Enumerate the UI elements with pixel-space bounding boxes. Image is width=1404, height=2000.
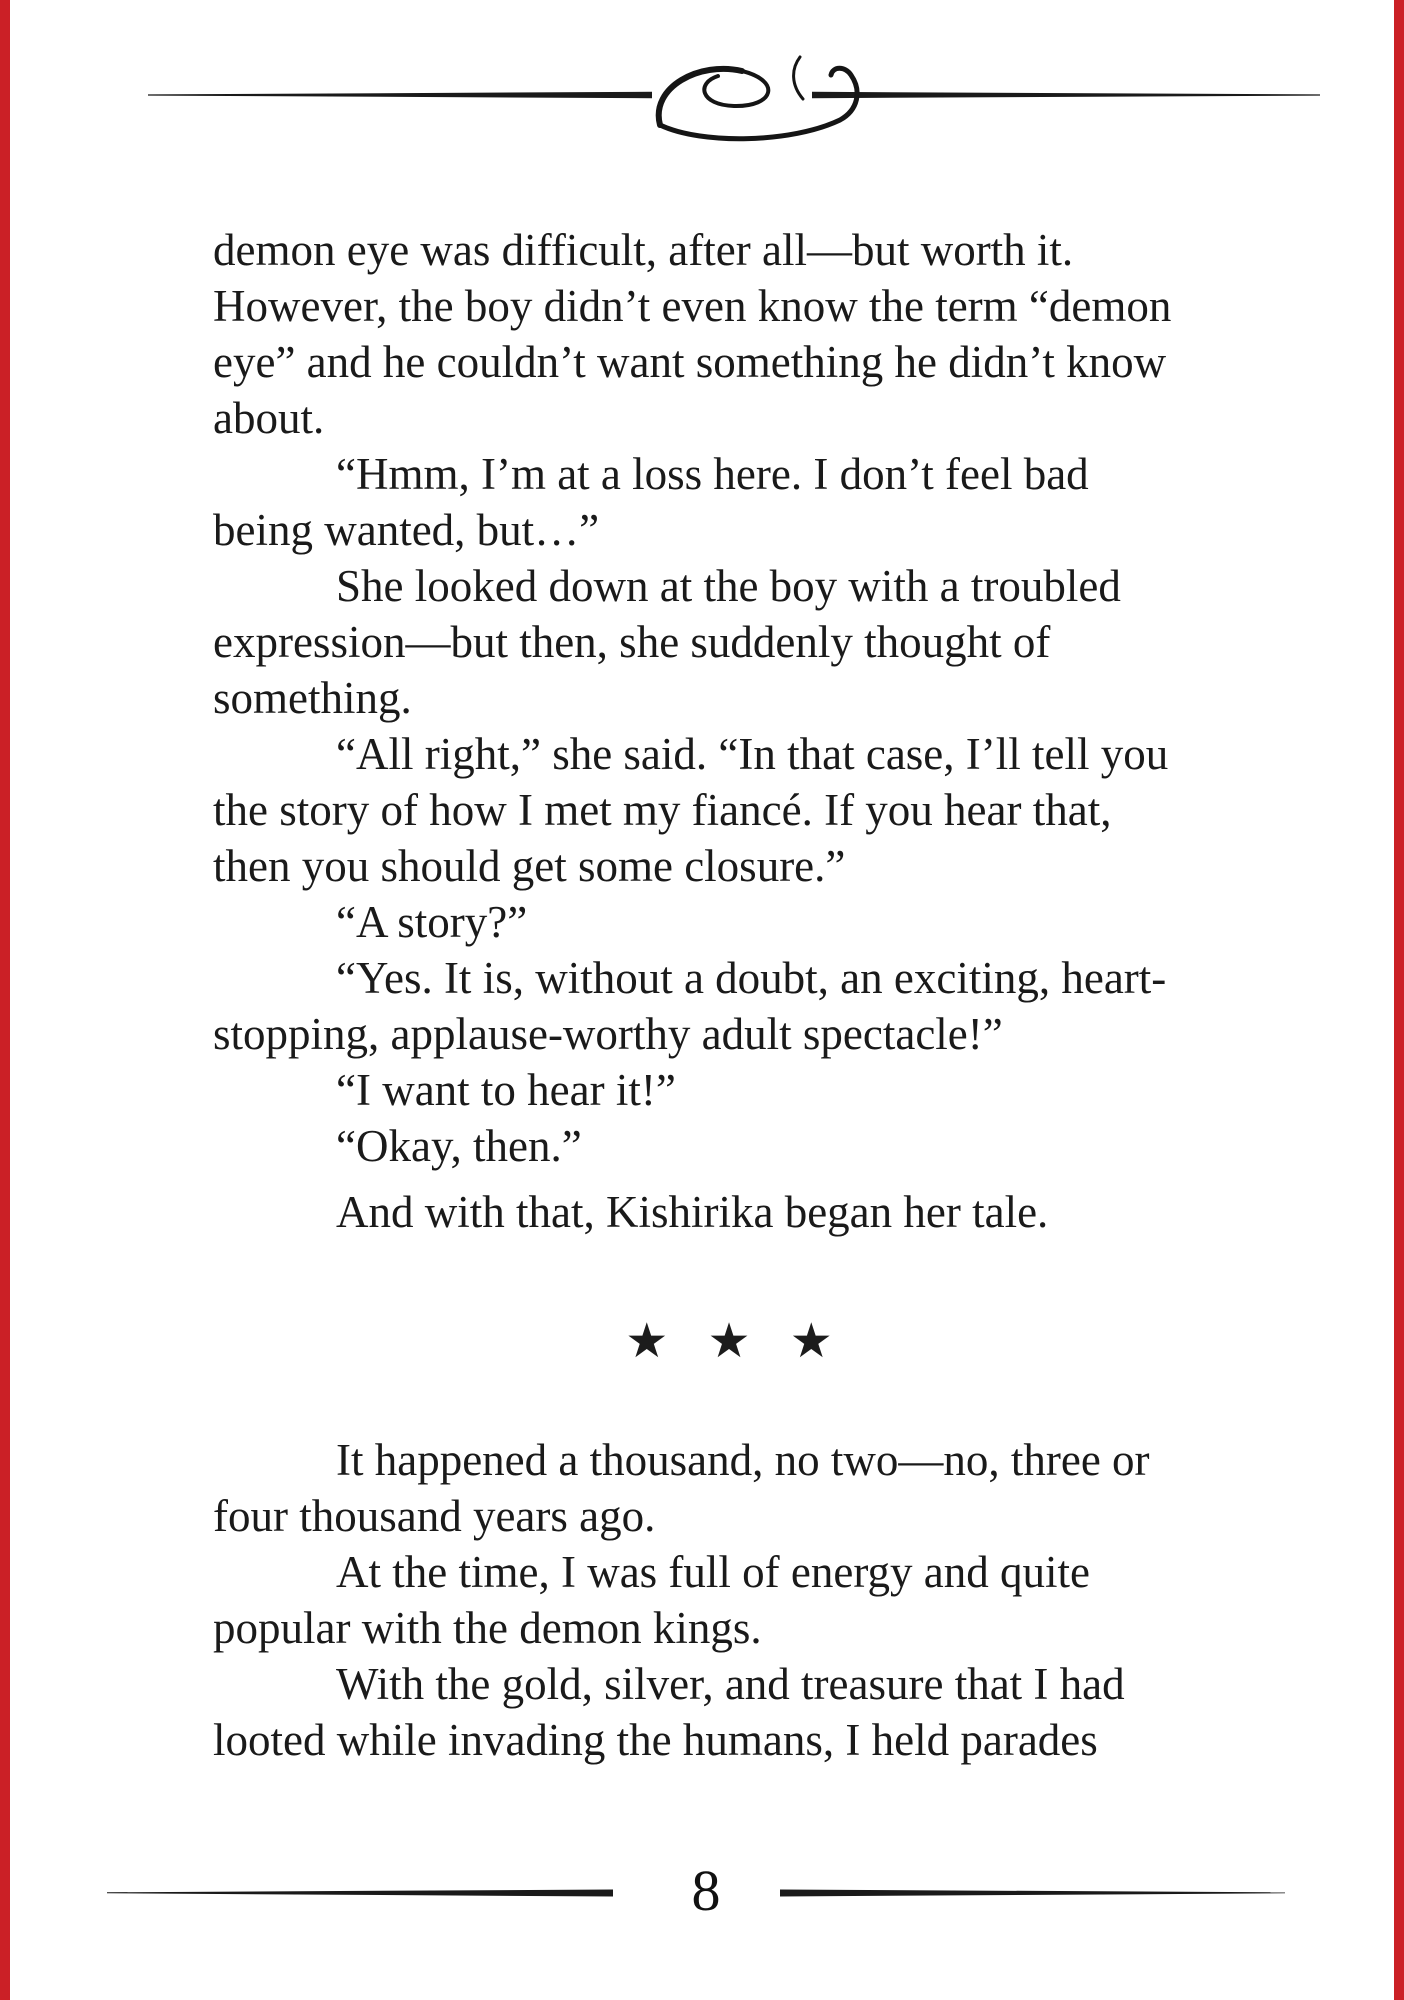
paragraph: [213, 1062, 1245, 1118]
page-edge-bar-left: [0, 0, 10, 2000]
page-number: 8: [691, 1858, 721, 1923]
text-line: She looked down at the boy with a troubled: [336, 561, 1121, 611]
text-line: “Okay, then.”: [336, 1121, 582, 1171]
paragraph: [213, 222, 1245, 446]
text-line: something.: [213, 673, 412, 723]
text-line: “Hmm, I’m at a loss here. I don’t feel bad: [336, 449, 1089, 499]
text-line: stopping, applause-worthy adult spectacle!”: [213, 1009, 1003, 1059]
text-line: “Yes. It is, without a doubt, an exciting, heart-: [336, 953, 1167, 1003]
text-line: “A story?”: [336, 897, 528, 947]
paragraph: [213, 1544, 1245, 1656]
text-line: being wanted, but…”: [213, 505, 600, 555]
text-line: popular with the demon kings.: [213, 1603, 762, 1653]
body-text-section-1: [213, 222, 1245, 1240]
text-line: However, the boy didn’t even know the term “demon: [213, 281, 1172, 331]
paragraph: [213, 558, 1245, 726]
text-line: “All right,” she said. “In that case, I’ll tell you: [336, 729, 1169, 779]
paragraph: [213, 1184, 1245, 1240]
text-line: “I want to hear it!”: [336, 1065, 676, 1115]
paragraph: [213, 726, 1245, 894]
text-line: about.: [213, 393, 325, 443]
text-line: eye” and he couldn’t want something he didn’t know: [213, 337, 1167, 387]
text-line: looted while invading the humans, I held parades: [213, 1715, 1098, 1765]
text-line: At the time, I was full of energy and quite: [336, 1547, 1090, 1597]
paragraph: [213, 1432, 1245, 1544]
paragraph: [213, 446, 1245, 558]
text-line: And with that, Kishirika began her tale.: [336, 1187, 1049, 1237]
paragraph: [213, 894, 1245, 950]
top-divider-ornament-icon: [0, 55, 1404, 145]
paragraph: [213, 1656, 1245, 1768]
text-line: the story of how I met my fiancé. If you hear that,: [213, 785, 1112, 835]
body-text-section-2: [213, 1432, 1245, 1768]
text-line: then you should get some closure.”: [213, 841, 846, 891]
star-icon: ★: [625, 1313, 669, 1369]
page-edge-bar-right: [1394, 0, 1404, 2000]
star-icon: ★: [789, 1313, 833, 1369]
text-line: It happened a thousand, no two—no, three or: [336, 1435, 1150, 1485]
paragraph: [213, 1118, 1245, 1174]
paragraph: [213, 950, 1245, 1062]
text-line: four thousand years ago.: [213, 1491, 656, 1541]
scene-break-separator: [213, 1313, 1245, 1369]
text-line: demon eye was difficult, after all—but worth it.: [213, 225, 1074, 275]
text-line: With the gold, silver, and treasure that I had: [336, 1659, 1125, 1709]
star-icon: ★: [707, 1313, 751, 1369]
text-line: expression—but then, she suddenly thought of: [213, 617, 1051, 667]
